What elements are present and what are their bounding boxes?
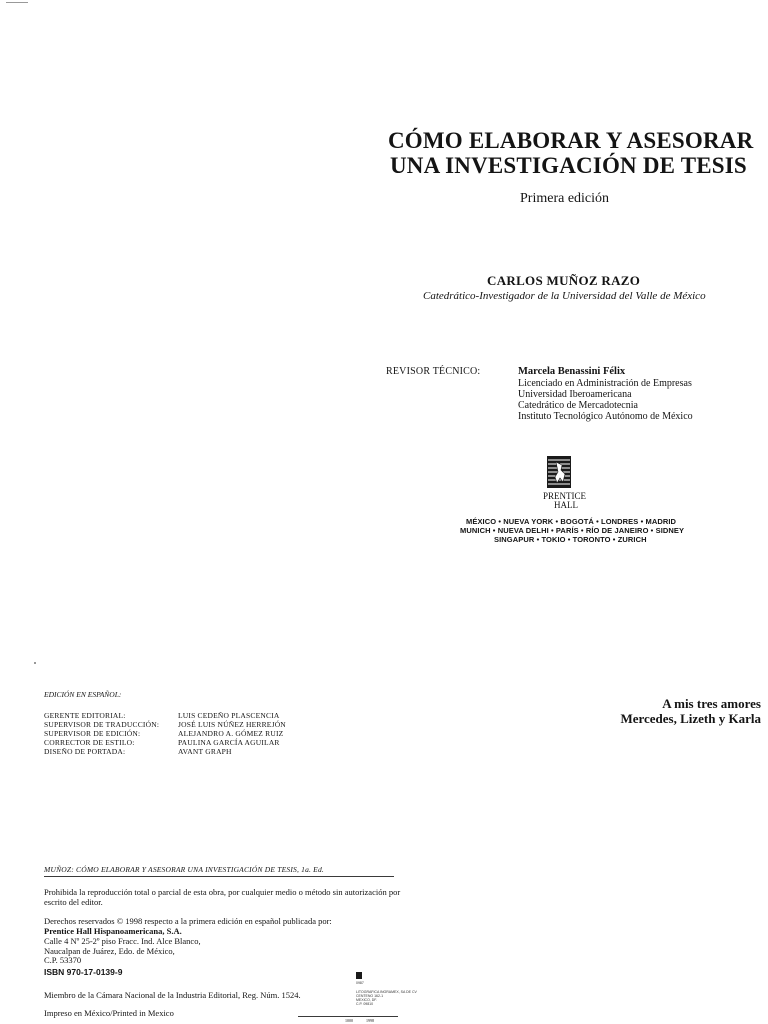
reviewer-name: Marcela Benassini Félix xyxy=(518,366,626,377)
publisher-cities: MÉXICO • NUEVA YORK • BOGOTÁ • LONDRES • MADRID xyxy=(466,517,677,526)
credit-name: ALEJANDRO A. GÓMEZ RUIZ xyxy=(178,729,284,738)
publisher-address: Calle 4 Nº 25-2º piso Fracc. Ind. Alce Blanco, xyxy=(44,936,201,946)
prohibition-notice: Prohibida la reproducción total o parcial de esta obra, por cualquier medio o método sin autorización por xyxy=(44,887,401,897)
dedication-line-2: Mercedes, Lizeth y Karla xyxy=(620,711,761,726)
credit-name: LUIS CEDEÑO PLASCENCIA xyxy=(178,711,280,720)
publisher-name-line-1: PRENTICE xyxy=(543,491,587,501)
printer-mark-number: 1000 xyxy=(345,1018,353,1023)
bibliographic-reference: MUÑOZ: CÓMO ELABORAR Y ASESORAR UNA INVESTIGACIÓN DE TESIS, 1a. Ed. xyxy=(44,865,324,874)
printer-mark-text: C.P. 09810 xyxy=(356,1002,374,1006)
publisher-cities: SINGAPUR • TOKIO • TORONTO • ZURICH xyxy=(494,535,647,544)
credit-role: GERENTE EDITORIAL: xyxy=(44,711,126,720)
printer-mark-text: 0987 xyxy=(356,981,364,985)
prentice-hall-logo-icon xyxy=(547,456,571,488)
credit-role: SUPERVISOR DE TRADUCCIÓN: xyxy=(44,720,160,729)
author-name: CARLOS MUÑOZ RAZO xyxy=(487,273,641,288)
edition-label: Primera edición xyxy=(520,191,610,206)
credits-header: EDICIÓN EN ESPAÑOL: xyxy=(44,690,122,699)
credit-role: DISEÑO DE PORTADA: xyxy=(44,747,126,756)
publisher-cities: MUNICH • NUEVA DELHI • PARÍS • RÍO DE JANEIRO • SIDNEY xyxy=(460,526,685,535)
printer-mark-text: MEXICO, DF. xyxy=(356,998,378,1002)
scan-corner-mark xyxy=(6,2,28,3)
reviewer-label: REVISOR TÉCNICO: xyxy=(386,366,481,377)
reviewer-credential: Catedrático de Mercadotecnia xyxy=(518,400,638,411)
printer-mark-icon xyxy=(356,972,362,979)
printed-in-notice: Impreso en México/Printed in Mexico xyxy=(44,1008,174,1018)
copyright-notice: Derechos reservados © 1998 respecto a la primera edición en español publicada por: xyxy=(44,916,332,926)
reviewer-credential: Universidad Iberoamericana xyxy=(518,389,632,400)
membership-notice: Miembro de la Cámara Nacional de la Industria Editorial, Reg. Núm. 1524. xyxy=(44,990,301,1000)
colophon-divider xyxy=(44,876,394,877)
printer-mark-number: 1998 xyxy=(366,1018,374,1023)
publisher-address: C.P. 53370 xyxy=(44,955,82,965)
credit-name: JOSÉ LUIS NÚÑEZ HERREJÓN xyxy=(178,720,286,729)
book-title-line-1: CÓMO ELABORAR Y ASESORAR xyxy=(388,128,754,153)
credit-role: CORRECTOR DE ESTILO: xyxy=(44,738,135,747)
credit-role: SUPERVISOR DE EDICIÓN: xyxy=(44,729,141,738)
publisher-name-line-2: HALL xyxy=(554,500,578,510)
printer-mark-text: CENTENO 162-1 xyxy=(356,994,384,998)
reviewer-credential: Instituto Tecnológico Autónomo de México xyxy=(518,411,693,422)
printer-mark-text: LITOGRAFICA INGRAMEX, SA DE CV xyxy=(356,990,417,994)
reviewer-credential: Licenciado en Administración de Empresas xyxy=(518,378,692,389)
publisher-address: Naucalpan de Juárez, Edo. de México, xyxy=(44,946,175,956)
printer-mark-divider xyxy=(298,1016,398,1017)
isbn: ISBN 970-17-0139-9 xyxy=(44,967,123,977)
dedication-line-1: A mis tres amores xyxy=(662,696,761,711)
credit-name: PAULINA GARCÍA AGUILAR xyxy=(178,738,280,747)
prohibition-notice: escrito del editor. xyxy=(44,897,103,907)
author-affiliation: Catedrático-Investigador de la Universidad del Valle de México xyxy=(423,290,706,302)
publisher-name: Prentice Hall Hispanoamericana, S.A. xyxy=(44,926,182,936)
book-title-line-2: UNA INVESTIGACIÓN DE TESIS xyxy=(390,153,747,178)
scan-speck xyxy=(34,662,36,664)
credit-name: AVANT GRAPH xyxy=(178,747,232,756)
